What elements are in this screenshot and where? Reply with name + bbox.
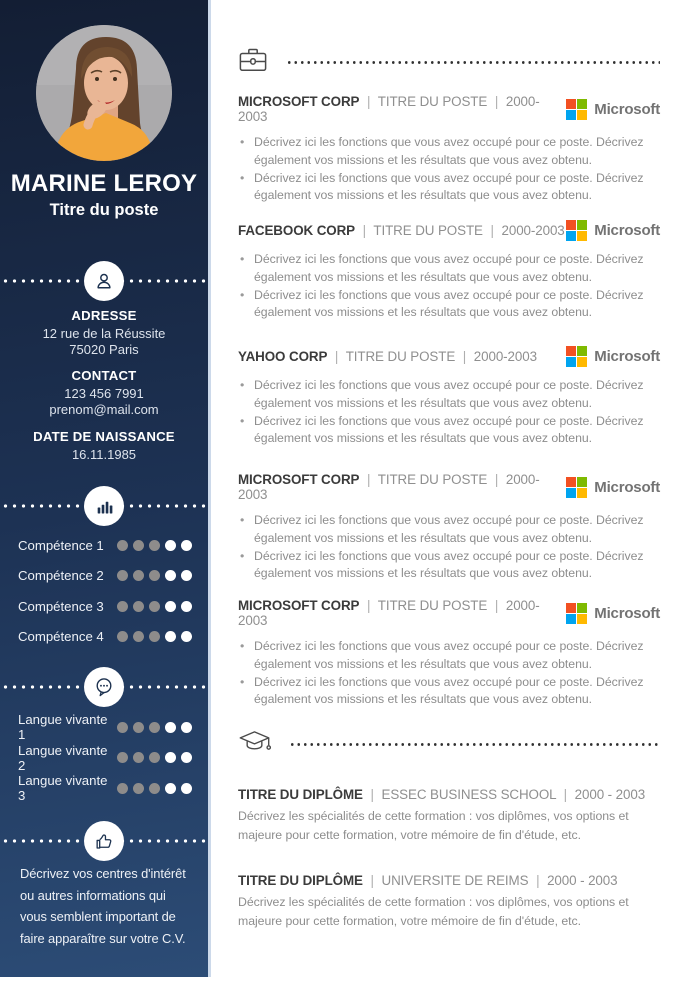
separator: | bbox=[370, 787, 374, 802]
position-title: TITRE DU POSTE bbox=[377, 598, 488, 613]
rating-label: Langue vivante 3 bbox=[18, 773, 108, 804]
birthdate-block bbox=[0, 429, 208, 463]
rating-dot-bright bbox=[165, 631, 176, 642]
experience-title bbox=[238, 598, 566, 628]
rating-dot-bright bbox=[165, 601, 176, 612]
rating-dots bbox=[117, 631, 192, 642]
microsoft-logo-text: Microsoft bbox=[594, 222, 660, 239]
microsoft-logo bbox=[566, 603, 660, 624]
about-text bbox=[0, 863, 208, 949]
company-name: MICROSOFT CORP bbox=[238, 598, 360, 613]
separator: | bbox=[536, 872, 540, 888]
education-title bbox=[238, 873, 660, 888]
rating-dot-muted bbox=[149, 570, 160, 581]
bullet-item: • Décrivez ici les fonctions que vous avez occupé pour ce poste. Décrivez également vos missions et les résultats que vous avez obtenu. bbox=[238, 377, 660, 413]
bullet-item: • Décrivez ici les fonctions que vous avez occupé pour ce poste. Décrivez également vos missions et les résultats que vous avez obtenu. bbox=[238, 134, 660, 170]
experience-entry bbox=[238, 346, 660, 472]
rating-dot-muted bbox=[133, 752, 144, 763]
rating-label: Compétence 1 bbox=[18, 537, 104, 553]
dotted-line bbox=[286, 61, 660, 64]
education-entry bbox=[238, 787, 660, 873]
about-line: Décrivez vos centres d'intérêt bbox=[20, 866, 186, 881]
experience-title bbox=[238, 223, 565, 238]
separator: | bbox=[494, 472, 499, 487]
graduation-cap-icon bbox=[238, 728, 271, 761]
education-description: Décrivez les spécialités de cette formation : vos diplômes, vos options et majeure pour cette formation, votre mémoire de fin d'étude, etc. bbox=[238, 809, 629, 842]
rating-dot-bright bbox=[181, 601, 192, 612]
rating-dot-bright bbox=[181, 752, 192, 763]
rating-dot-muted bbox=[117, 540, 128, 551]
bullet-list bbox=[238, 251, 660, 322]
rating-label: Compétence 3 bbox=[18, 598, 104, 614]
rating-dots bbox=[117, 752, 192, 763]
briefcase-icon bbox=[238, 46, 268, 79]
separator: | bbox=[366, 94, 371, 109]
microsoft-logo-squares bbox=[566, 220, 587, 241]
experience-entry bbox=[238, 94, 660, 220]
rating-row bbox=[0, 561, 208, 592]
bullet-list bbox=[238, 377, 660, 448]
microsoft-logo bbox=[566, 346, 660, 367]
rating-label: Compétence 2 bbox=[18, 568, 104, 584]
birthdate-value: 16.11.1985 bbox=[71, 447, 137, 462]
period: 2000-2003 bbox=[473, 349, 537, 364]
education-list bbox=[238, 787, 660, 958]
divider-languages bbox=[0, 667, 208, 707]
rating-dot-bright bbox=[181, 722, 192, 733]
period: 2000-2003 bbox=[238, 472, 540, 502]
rating-dot-muted bbox=[133, 783, 144, 794]
experience-entry bbox=[238, 472, 660, 598]
bar-chart-icon bbox=[84, 486, 124, 526]
microsoft-logo-squares bbox=[566, 99, 587, 120]
address-line2: 75020 Paris bbox=[69, 342, 139, 357]
divider-personal bbox=[0, 261, 208, 301]
rating-dot-muted bbox=[133, 631, 144, 642]
company-name: YAHOO CORP bbox=[238, 349, 328, 364]
microsoft-logo-squares bbox=[566, 346, 587, 367]
bullet-item: • Décrivez ici les fonctions que vous avez occupé pour ce poste. Décrivez également vos missions et les résultats que vous avez obtenu. bbox=[238, 251, 660, 287]
degree-name: TITRE DU DIPLÔME bbox=[238, 787, 363, 802]
microsoft-logo-text: Microsoft bbox=[594, 348, 660, 365]
about-line: vous semblent important de bbox=[20, 909, 176, 924]
microsoft-logo bbox=[566, 220, 660, 241]
separator: | bbox=[563, 787, 568, 802]
rating-dot-muted bbox=[133, 570, 144, 581]
period: 2000-2003 bbox=[501, 223, 565, 238]
rating-label: Langue vivante 1 bbox=[18, 712, 108, 743]
bullet-item: • Décrivez ici les fonctions que vous avez occupé pour ce poste. Décrivez également vos missions et les résultats que vous avez obtenu. bbox=[238, 170, 660, 206]
rating-dot-muted bbox=[149, 631, 160, 642]
separator: | bbox=[370, 872, 374, 888]
experience-title bbox=[238, 94, 566, 124]
position-title: TITRE DU POSTE bbox=[345, 349, 456, 364]
company-name: MICROSOFT CORP bbox=[238, 472, 360, 487]
bullet-list bbox=[238, 512, 660, 583]
languages-list bbox=[0, 712, 208, 804]
rating-dot-muted bbox=[117, 631, 128, 642]
bullet-item: • Décrivez ici les fonctions que vous avez occupé pour ce poste. Décrivez également vos missions et les résultats que vous avez obtenu. bbox=[238, 512, 660, 548]
about-line: ou autres informations qui bbox=[20, 887, 166, 903]
microsoft-logo-text: Microsoft bbox=[594, 604, 660, 622]
bullet-item: • Décrivez ici les fonctions que vous avez occupé pour ce poste. Décrivez également vos missions et les résultats que vous avez obtenu. bbox=[238, 638, 660, 674]
company-name: FACEBOOK CORP bbox=[238, 223, 355, 238]
rating-dot-bright bbox=[181, 631, 192, 642]
rating-dots bbox=[117, 722, 192, 733]
thumbs-up-icon bbox=[84, 821, 124, 861]
rating-dot-muted bbox=[117, 722, 128, 733]
bullet-list bbox=[238, 134, 660, 205]
about-line: faire apparaître sur votre C.V. bbox=[20, 930, 186, 946]
school-name: UNIVERSITE DE REIMS bbox=[381, 872, 529, 888]
rating-dot-muted bbox=[117, 752, 128, 763]
rating-dot-muted bbox=[117, 570, 128, 581]
bullet-item: • Décrivez ici les fonctions que vous avez occupé pour ce poste. Décrivez également vos missions et les résultats que vous avez obtenu. bbox=[238, 287, 660, 323]
bullet-item: • Décrivez ici les fonctions que vous avez occupé pour ce poste. Décrivez également vos missions et les résultats que vous avez obtenu. bbox=[238, 548, 660, 584]
rating-dot-bright bbox=[181, 783, 192, 794]
rating-dot-muted bbox=[133, 722, 144, 733]
experience-section-header bbox=[238, 45, 660, 79]
rating-dot-muted bbox=[133, 601, 144, 612]
separator: | bbox=[362, 223, 367, 238]
experience-entry bbox=[238, 220, 660, 346]
bullet-list bbox=[238, 638, 660, 709]
experience-title bbox=[238, 349, 537, 364]
education-section-header bbox=[238, 727, 660, 761]
bullet-item: • Décrivez ici les fonctions que vous avez occupé pour ce poste. Décrivez également vos missions et les résultats que vous avez obtenu. bbox=[238, 413, 660, 449]
contact-heading: CONTACT bbox=[71, 368, 137, 383]
experience-entry-header bbox=[238, 346, 660, 367]
position-title: TITRE DU POSTE bbox=[373, 223, 483, 238]
rating-dot-bright bbox=[165, 722, 176, 733]
rating-dot-bright bbox=[181, 540, 192, 551]
rating-label: Compétence 4 bbox=[18, 629, 104, 645]
separator: | bbox=[366, 472, 371, 487]
rating-dot-muted bbox=[117, 601, 128, 612]
school-name: ESSEC BUSINESS SCHOOL bbox=[381, 787, 557, 802]
microsoft-logo-text: Microsoft bbox=[594, 100, 660, 118]
contact-block bbox=[0, 368, 208, 418]
rating-dot-muted bbox=[149, 783, 160, 794]
bullet-item: • Décrivez ici les fonctions que vous avez occupé pour ce poste. Décrivez également vos missions et les résultats que vous avez obtenu. bbox=[238, 674, 660, 710]
rating-row bbox=[0, 591, 208, 622]
address-line1: 12 rue de la Réussite bbox=[42, 326, 166, 341]
rating-dots bbox=[117, 540, 192, 551]
sidebar bbox=[0, 0, 211, 977]
rating-dot-bright bbox=[165, 752, 176, 763]
person-job-title: Titre du poste bbox=[49, 201, 159, 219]
rating-row bbox=[0, 743, 208, 774]
experience-entry-header bbox=[238, 472, 660, 502]
birthdate-heading: DATE DE NAISSANCE bbox=[33, 429, 175, 444]
rating-dot-muted bbox=[149, 601, 160, 612]
rating-dot-muted bbox=[117, 783, 128, 794]
profile-photo bbox=[36, 25, 172, 161]
rating-row bbox=[0, 773, 208, 804]
rating-row bbox=[0, 712, 208, 743]
microsoft-logo-squares bbox=[566, 477, 587, 498]
experience-entry-header bbox=[238, 598, 660, 628]
period: 2000 - 2003 bbox=[547, 872, 618, 888]
person-icon bbox=[84, 261, 124, 301]
education-description: Décrivez les spécialités de cette formation : vos diplômes, vos options et majeure pour cette formation, votre mémoire de fin d'étude, etc. bbox=[238, 894, 629, 928]
experience-entry-header bbox=[238, 220, 660, 241]
separator: | bbox=[462, 349, 467, 364]
separator: | bbox=[334, 349, 339, 364]
rating-dots bbox=[117, 783, 192, 794]
skills-list bbox=[0, 530, 208, 652]
position-title: TITRE DU POSTE bbox=[377, 472, 488, 487]
separator: | bbox=[494, 598, 499, 613]
rating-dot-muted bbox=[149, 752, 160, 763]
experience-entry-header bbox=[238, 94, 660, 124]
position-title: TITRE DU POSTE bbox=[377, 94, 488, 109]
rating-dot-bright bbox=[181, 570, 192, 581]
degree-name: TITRE DU DIPLÔME bbox=[238, 872, 363, 888]
period: 2000 - 2003 bbox=[574, 787, 646, 802]
company-name: MICROSOFT CORP bbox=[238, 94, 360, 109]
profile-photo-illustration bbox=[36, 25, 172, 161]
rating-label: Langue vivante 2 bbox=[18, 742, 108, 773]
rating-dot-bright bbox=[165, 540, 176, 551]
microsoft-logo-text: Microsoft bbox=[594, 478, 660, 496]
microsoft-logo bbox=[566, 99, 660, 120]
rating-dot-muted bbox=[149, 722, 160, 733]
microsoft-logo bbox=[566, 477, 660, 498]
rating-dot-bright bbox=[165, 783, 176, 794]
experience-entry bbox=[238, 598, 660, 724]
rating-dot-muted bbox=[149, 540, 160, 551]
dotted-line bbox=[289, 743, 660, 746]
period: 2000-2003 bbox=[238, 94, 540, 124]
speech-bubble-icon bbox=[84, 667, 124, 707]
rating-dot-muted bbox=[133, 540, 144, 551]
rating-dot-bright bbox=[165, 570, 176, 581]
separator: | bbox=[366, 598, 371, 613]
period: 2000-2003 bbox=[238, 598, 540, 628]
education-entry bbox=[238, 873, 660, 959]
divider-interests bbox=[0, 821, 208, 861]
rating-row bbox=[0, 622, 208, 653]
divider-skills bbox=[0, 486, 208, 526]
rating-dots bbox=[117, 601, 192, 612]
experience-list bbox=[238, 94, 660, 724]
separator: | bbox=[490, 223, 494, 238]
address-heading: ADRESSE bbox=[71, 308, 137, 323]
experience-title bbox=[238, 472, 566, 502]
address-block bbox=[0, 308, 208, 358]
rating-dots bbox=[117, 570, 192, 581]
contact-email: prenom@mail.com bbox=[49, 402, 159, 417]
microsoft-logo-squares bbox=[566, 603, 587, 624]
rating-row bbox=[0, 530, 208, 561]
contact-phone: 123 456 7991 bbox=[64, 386, 144, 401]
separator: | bbox=[494, 94, 499, 109]
education-title bbox=[238, 787, 660, 802]
person-name: MARINE LEROY bbox=[10, 170, 198, 197]
